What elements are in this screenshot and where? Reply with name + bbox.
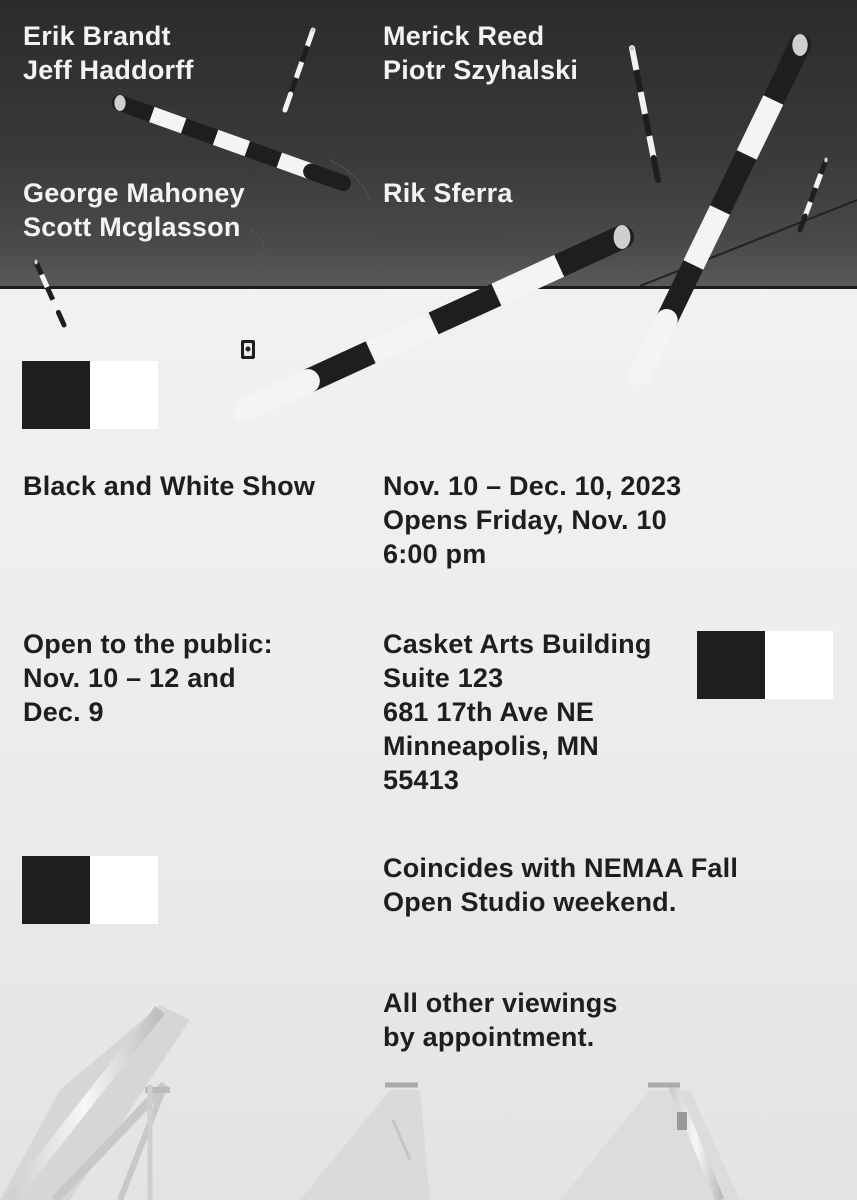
black-white-swatch — [697, 631, 833, 699]
date-range: Nov. 10 – Dec. 10, 2023 — [383, 471, 682, 501]
artist-name: Merick Reed — [383, 21, 545, 51]
black-square — [697, 631, 765, 699]
show-title — [23, 469, 315, 503]
pole-stripe — [184, 126, 216, 137]
public-hours-line: Open to the public: — [23, 629, 273, 659]
venue-line: 681 17th Ave NE — [383, 697, 595, 727]
pole-stripe — [245, 381, 308, 410]
pole-end-cap — [34, 260, 38, 265]
appointment-note — [383, 986, 618, 1054]
pole-stripe — [47, 287, 53, 300]
opening-day: Opens Friday, Nov. 10 — [383, 505, 667, 535]
striped-pole — [34, 260, 64, 326]
pole-stripe — [632, 48, 636, 70]
venue-line: 55413 — [383, 765, 460, 795]
pole-stripe — [800, 216, 805, 230]
artist-group-1 — [23, 19, 194, 87]
artist-name: Rik Sferra — [383, 178, 513, 208]
black-white-swatch — [22, 361, 158, 429]
pole-stripe — [645, 114, 649, 136]
artist-group-4 — [383, 176, 513, 210]
venue-line: Casket Arts Building — [383, 629, 652, 659]
event-note — [383, 851, 738, 919]
note-line: Open Studio weekend. — [383, 887, 677, 917]
gallery-stands — [0, 1005, 740, 1200]
pole-stripe — [152, 114, 184, 125]
pole-end-cap — [630, 45, 634, 51]
pole-stripe — [247, 149, 279, 160]
pole-stripe — [636, 70, 640, 92]
opening-time: 6:00 pm — [383, 539, 487, 569]
ceiling-crack — [250, 230, 270, 286]
striped-pole — [800, 158, 828, 231]
pole-stripe — [559, 237, 622, 266]
striped-pole — [245, 225, 630, 410]
pole-stripe — [641, 92, 645, 114]
public-hours — [23, 627, 273, 729]
pole-end-cap — [614, 225, 631, 249]
striped-pole — [114, 95, 343, 183]
pole-end-cap — [792, 34, 807, 56]
show-title-text: Black and White Show — [23, 471, 316, 501]
black-square — [22, 856, 90, 924]
pole-stripe — [649, 136, 653, 158]
pole-stripe — [311, 172, 343, 183]
venue-address — [383, 627, 652, 797]
ceiling-edge-line — [640, 200, 857, 286]
public-hours-line: Dec. 9 — [23, 697, 104, 727]
pole-stripe — [640, 320, 667, 375]
venue-line: Suite 123 — [383, 663, 504, 693]
appointment-line: All other viewings — [383, 988, 618, 1018]
black-square — [22, 361, 90, 429]
pole-stripe — [371, 324, 434, 353]
striped-pole — [640, 34, 808, 375]
pole-end-cap — [824, 158, 828, 163]
artist-group-2 — [383, 19, 578, 87]
pole-end-cap — [311, 28, 315, 33]
striped-pole — [630, 45, 658, 180]
show-dates — [383, 469, 681, 571]
pole-stripe — [720, 155, 747, 210]
pole-stripe — [42, 275, 48, 288]
pole-stripe — [434, 295, 497, 324]
public-hours-line: Nov. 10 – 12 and — [23, 663, 236, 693]
pole-stripe — [291, 78, 297, 94]
artist-name: Jeff Haddorff — [23, 55, 194, 85]
pole-end-cap — [114, 95, 125, 111]
artist-name: George Mahoney — [23, 178, 245, 208]
artist-group-3 — [23, 176, 245, 244]
artist-name: Erik Brandt — [23, 21, 171, 51]
pole-stripe — [216, 137, 248, 148]
pole-stripe — [654, 158, 658, 180]
pole-stripe — [58, 312, 64, 325]
black-white-swatch — [22, 856, 158, 924]
white-square — [90, 856, 158, 924]
artist-name: Piotr Szyhalski — [383, 55, 579, 85]
white-square — [90, 361, 158, 429]
pole-stripe — [302, 46, 308, 62]
pole-stripe — [296, 62, 302, 78]
note-line: Coincides with NEMAA Fall — [383, 853, 739, 883]
appointment-line: by appointment. — [383, 1022, 595, 1052]
pole-stripe — [496, 266, 559, 295]
white-square — [765, 631, 833, 699]
artist-name: Scott Mcglasson — [23, 212, 241, 242]
pole-stripe — [285, 94, 291, 110]
pole-stripe — [810, 188, 815, 202]
venue-line: Minneapolis, MN — [383, 731, 600, 761]
striped-pole — [285, 28, 315, 111]
wall-outlet — [241, 340, 255, 359]
pole-stripe — [747, 100, 774, 155]
pole-stripe — [307, 30, 313, 46]
pole-stripe — [816, 174, 821, 188]
